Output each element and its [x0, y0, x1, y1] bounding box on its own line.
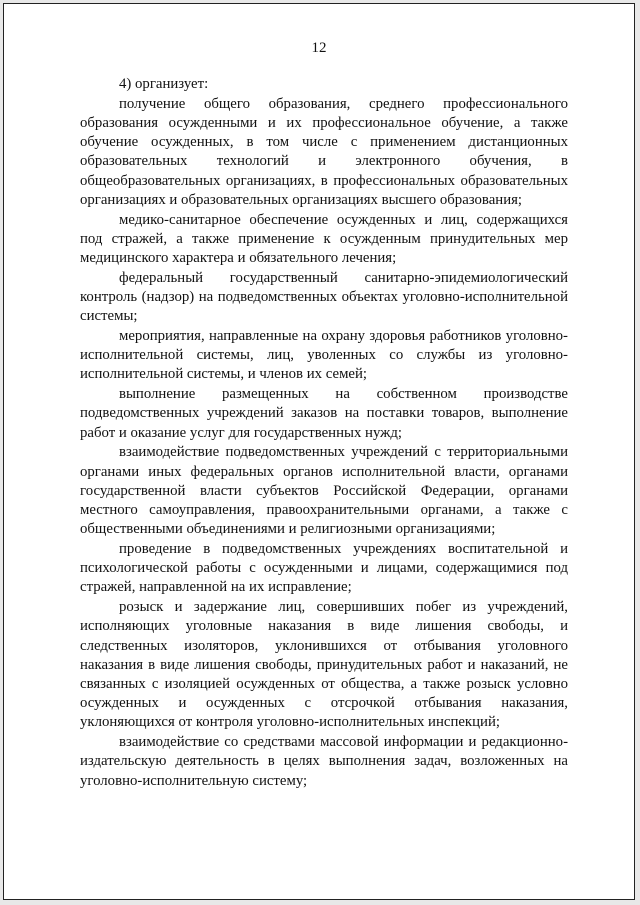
paragraph-heading: 4) организует:	[119, 76, 209, 92]
paragraph: федеральный государственный санитарно-эпидемиологический контроль (надзор) на подведомственных объектах уголовно-исполнительной системы;	[80, 269, 568, 325]
paragraph: получение общего образования, среднего профессионального образования осужденными и их профессиональное обучение, а также обучение осужденных, в том числе с применением дистанционных образовательных технологий и электронного обучения, в общеобразовательных организациях, в профессиональных образовательных организациях и образовательных организациях высшего образования;	[80, 95, 568, 208]
paragraph: взаимодействие со средствами массовой информации и редакционно-издательскую деятельность в целях выполнения задач, возложенных на уголовно-исполнительную систему;	[80, 734, 568, 789]
paragraph: медико-санитарное обеспечение осужденных и лиц, содержащихся под стражей, а также применение к осужденным принудительных мер медицинского характера и обязательного лечения;	[80, 211, 568, 267]
document-body	[80, 75, 568, 791]
paragraph: мероприятия, направленные на охрану здоровья работников уголовно-исполнительной системы, лиц, уволенных со службы из уголовно-исполнительной системы, и членов их семей;	[80, 328, 568, 383]
paragraph: проведение в подведомственных учреждениях воспитательной и психологической работы с осужденными и лицами, содержащимися под стражей, направленной на их исправление;	[80, 541, 568, 596]
paragraph: розыск и задержание лиц, совершивших побег из учреждений, исполняющих уголовные наказания в виде лишения свободы, и следственных изоляторов, уклонившихся от отбывания уголовного наказания в виде лишения свободы, принудительных работ и наказаний, не связанных с изоляцией осужденных от общества, а также розыск условно осужденных и осужденных с отсрочкой отбывания наказания, уклоняющихся от контроля уголовно-исполнительных инспекций;	[80, 599, 568, 731]
document-page	[3, 3, 635, 900]
page-number: 12	[311, 40, 327, 56]
paragraph: взаимодействие подведомственных учреждений с территориальными органами иных федеральных органов исполнительной власти, органами государственной власти субъектов Российской Федерации, органами местного самоуправления, правоохранительными органами, а также с общественными объединениями и религиозными организациями;	[80, 444, 568, 538]
paragraph: выполнение размещенных на собственном производстве подведомственных учреждений заказов на поставки товаров, выполнение работ и оказание услуг для государственных нужд;	[80, 386, 568, 441]
